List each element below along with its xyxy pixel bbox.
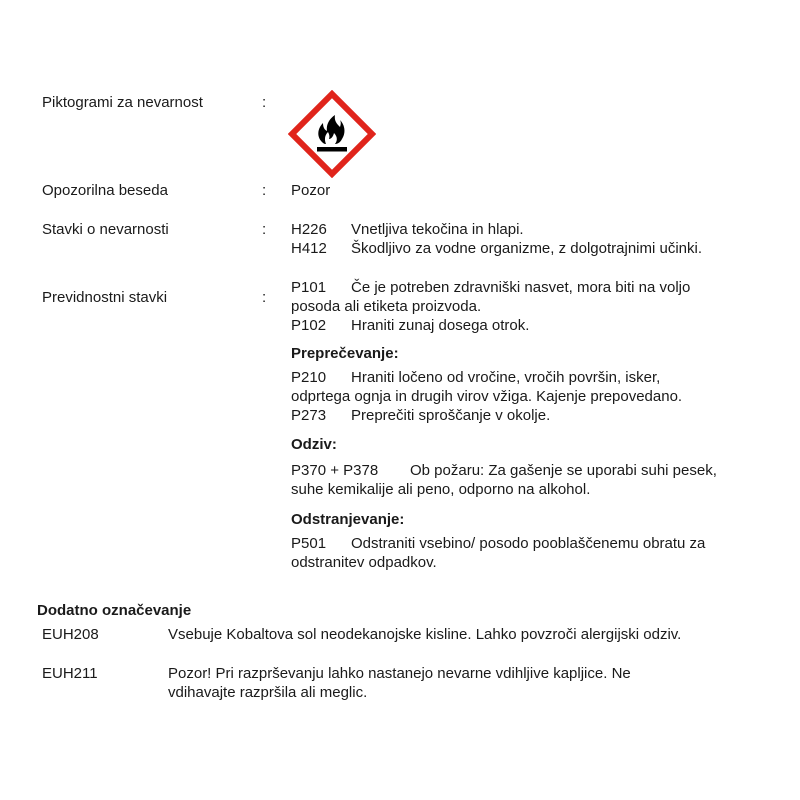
p-code: P501 [291,535,327,552]
p-text: odprtega ognja in drugih virov vžiga. Kajenje prepovedano. [291,388,683,405]
euh-text: vdihavajte razpršila ali meglic. [168,684,368,701]
hazard-code: H226 [291,221,327,238]
signal-word-value: Pozor [291,182,331,199]
colon: : [262,221,267,238]
hazard-statements-label: Stavki o nevarnosti [42,221,169,238]
p-text: odstranitev odpadkov. [291,554,437,571]
flame-icon [288,90,376,178]
colon: : [262,94,267,111]
euh-code: EUH211 [42,665,98,682]
precautionary-statements-label: Previdnostni stavki [42,289,168,306]
p-text: Odstraniti vsebino/ posodo pooblaščenemu obratu za [351,535,706,552]
disposal-heading: Odstranjevanje: [291,511,405,528]
response-heading: Odziv: [291,436,337,453]
hazard-text: Škodljivo za vodne organizme, z dolgotrajnimi učinki. [351,240,703,257]
p-code: P101 [291,279,327,296]
p-text: Hraniti ločeno od vročine, vročih površin, isker, [351,369,661,386]
p-code: P210 [291,369,327,386]
p-code: P102 [291,317,327,334]
signal-word-label: Opozorilna beseda [42,182,168,199]
hazard-code: H412 [291,240,327,257]
euh-text: Pozor! Pri razprševanju lahko nastanejo nevarne vdihljive kapljice. Ne [168,665,631,682]
p-text: posoda ali etiketa proizvoda. [291,298,482,315]
p-text: Hraniti zunaj dosega otrok. [351,317,530,334]
p-code: P370 + P378 [291,462,379,479]
prevention-heading: Preprečevanje: [291,345,399,362]
p-text: Ob požaru: Za gašenje se uporabi suhi pesek, [410,462,717,479]
colon: : [262,182,267,199]
p-text: Če je potreben zdravniški nasvet, mora biti na voljo [351,279,691,296]
hazard-text: Vnetljiva tekočina in hlapi. [351,221,524,238]
euh-text: Vsebuje Kobaltova sol neodekanojske kisline. Lahko povzroči alergijski odziv. [168,626,682,643]
pictograms-label: Piktogrami za nevarnost [42,94,203,111]
p-text: Preprečiti sproščanje v okolje. [351,407,551,424]
colon: : [262,289,267,306]
p-code: P273 [291,407,327,424]
euh-code: EUH208 [42,626,99,643]
additional-heading: Dodatno označevanje [37,602,192,619]
p-text: suhe kemikalije ali peno, odporno na alkohol. [291,481,591,498]
